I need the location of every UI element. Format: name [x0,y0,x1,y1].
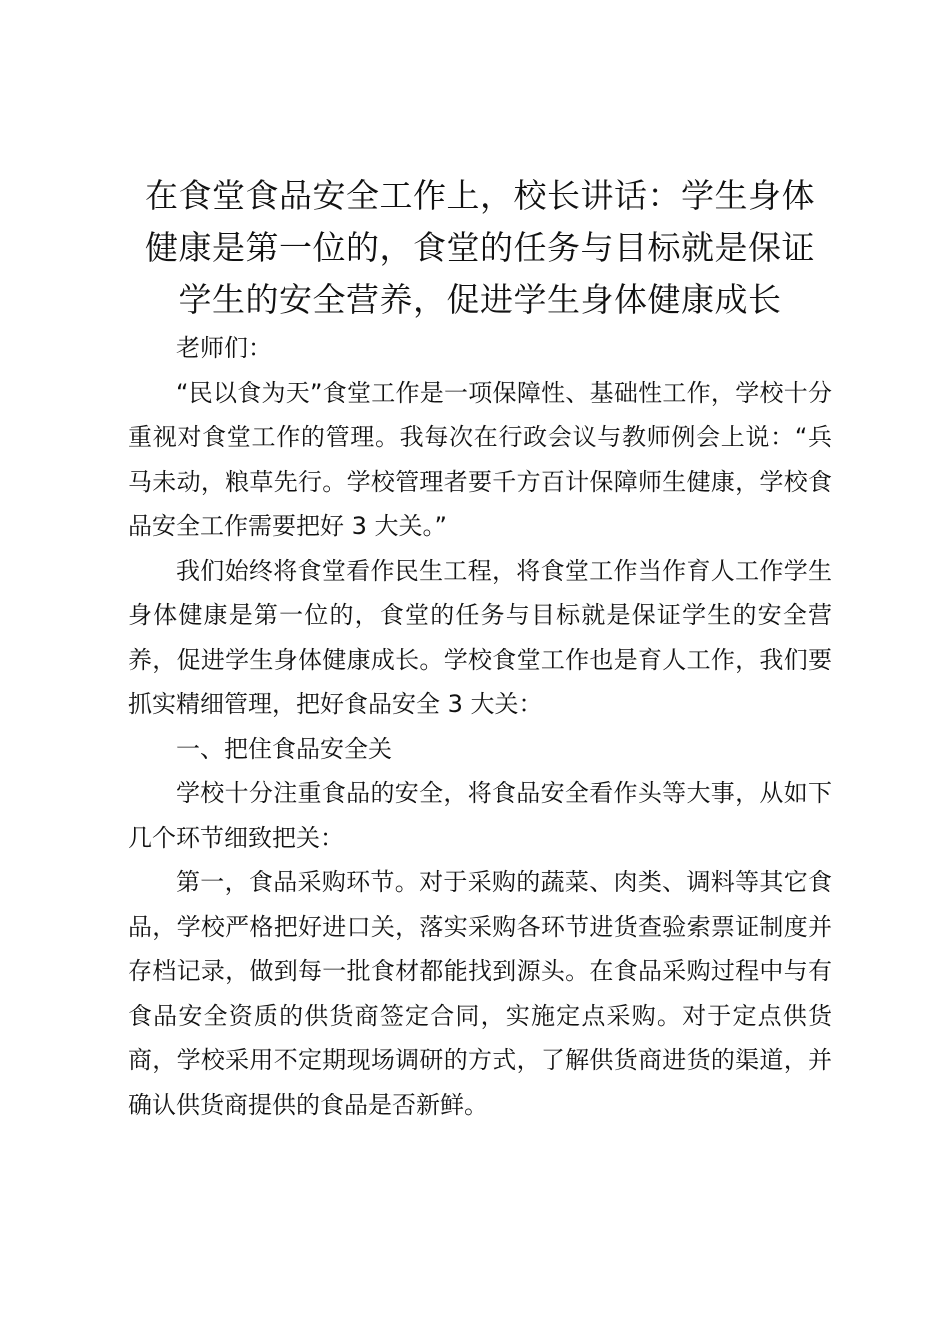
title-line-2: 健康是第一位的，食堂的任务与目标就是保证 [145,228,815,267]
section-heading-1: 一、把住食品安全关 [176,734,392,763]
title-line-3: 学生的安全营养，促进学生身体健康成长 [178,280,782,319]
safety-paragraph: 学校十分注重食品的安全，将食品安全看作头等大事，从如下几个环节细致把关： [128,779,832,852]
intro-paragraph: “民以食为天”食堂工作是一项保障性、基础性工作，学校十分重视对食堂工作的管理。我每次在行政会议与教师例会上说：“兵马未动，粮草先行。学校管理者要千方百计保障师生健康，学校食品安全工作需要把好 3 大关。” [128,378,832,540]
salutation-paragraph: 老师们： [176,334,272,362]
procurement-paragraph: 第一，食品采购环节。对于采购的蔬菜、肉类、调料等其它食品，学校严格把好进口关，落实采购各环节进货查验索票证制度并存档记录，做到每一批食材都能找到源头。在食品采购过程中与有食品安全资质的供货商签定合同，实施定点采购。对于定点供货商，学校采用不定期现场调研的方式，了解供货商进货的渠道，并确认供货商提供的食品是否新鲜。 [128,868,832,1119]
canteen-paragraph: 我们始终将食堂看作民生工程，将食堂工作当作育人工作学生身体健康是第一位的，食堂的任务与目标就是保证学生的安全营养，促进学生身体健康成长。学校食堂工作也是育人工作，我们要抓实精细管理，把好食品安全 3 大关： [128,556,832,718]
document-title [128,170,832,326]
title-line-1: 在食堂食品安全工作上，校长讲话：学生身体 [145,176,815,215]
document-body [128,326,832,1127]
